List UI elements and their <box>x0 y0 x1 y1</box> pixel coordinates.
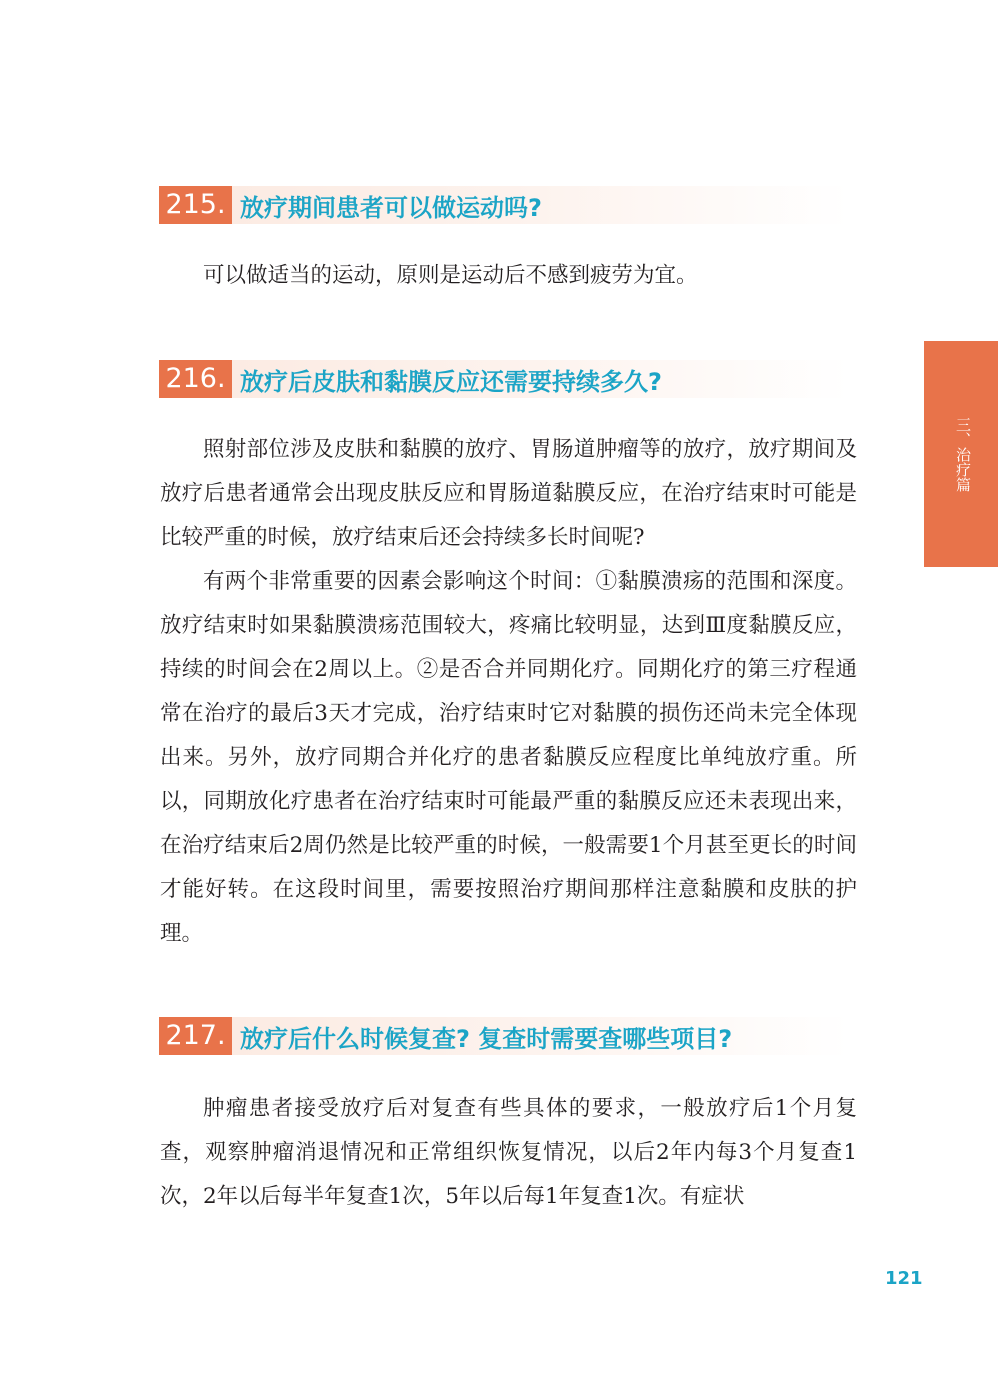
question-title: 放疗期间患者可以做运动吗? <box>240 193 542 222</box>
question-header-217 <box>159 1017 849 1055</box>
question-header-216 <box>159 360 849 398</box>
answer-paragraph: 肿瘤患者接受放疗后对复查有些具体的要求，一般放疗后1个月复查，观察肿瘤消退情况和正常组织恢复情况，以后2年内每3个月复查1次，2年以后每半年复查1次，5年以后每1年复查1次。有症状 <box>160 1096 857 1209</box>
answer-paragraph: 有两个非常重要的因素会影响这个时间：①黏膜溃疡的范围和深度。放疗结束时如果黏膜溃疡范围较大，疼痛比较明显，达到Ⅲ度黏膜反应，持续的时间会在2周以上。②是否合并同期化疗。同期化疗的第三疗程通常在治疗的最后3天才完成，治疗结束时它对黏膜的损伤还尚未完全体现出来。另外，放疗同期合并化疗的患者黏膜反应程度比单纯放疗重。所以，同期放化疗患者在治疗结束时可能最严重的黏膜反应还未表现出来，在治疗结束后2周仍然是比较严重的时候，一般需要1个月甚至更长的时间才能好转。在这段时间里，需要按照治疗期间那样注意黏膜和皮肤的护理。 <box>160 569 857 946</box>
answer-paragraph: 照射部位涉及皮肤和黏膜的放疗、胃肠道肿瘤等的放疗，放疗期间及放疗后患者通常会出现皮肤反应和胃肠道黏膜反应，在治疗结束时可能是比较严重的时候，放疗结束后还会持续多长时间呢? <box>160 437 857 550</box>
page-number: 121 <box>885 1268 923 1289</box>
chapter-label: 三、治疗篇 <box>954 417 972 492</box>
question-title: 放疗后皮肤和黏膜反应还需要持续多久? <box>240 367 662 396</box>
question-number: 215. <box>159 186 232 224</box>
chapter-side-tab <box>924 341 998 567</box>
question-header-215 <box>159 186 849 224</box>
question-number: 217. <box>159 1017 232 1055</box>
answer-paragraph: 可以做适当的运动，原则是运动后不感到疲劳为宜。 <box>203 263 698 288</box>
question-title: 放疗后什么时候复查? 复查时需要查哪些项目? <box>240 1024 733 1053</box>
question-number: 216. <box>159 360 232 398</box>
